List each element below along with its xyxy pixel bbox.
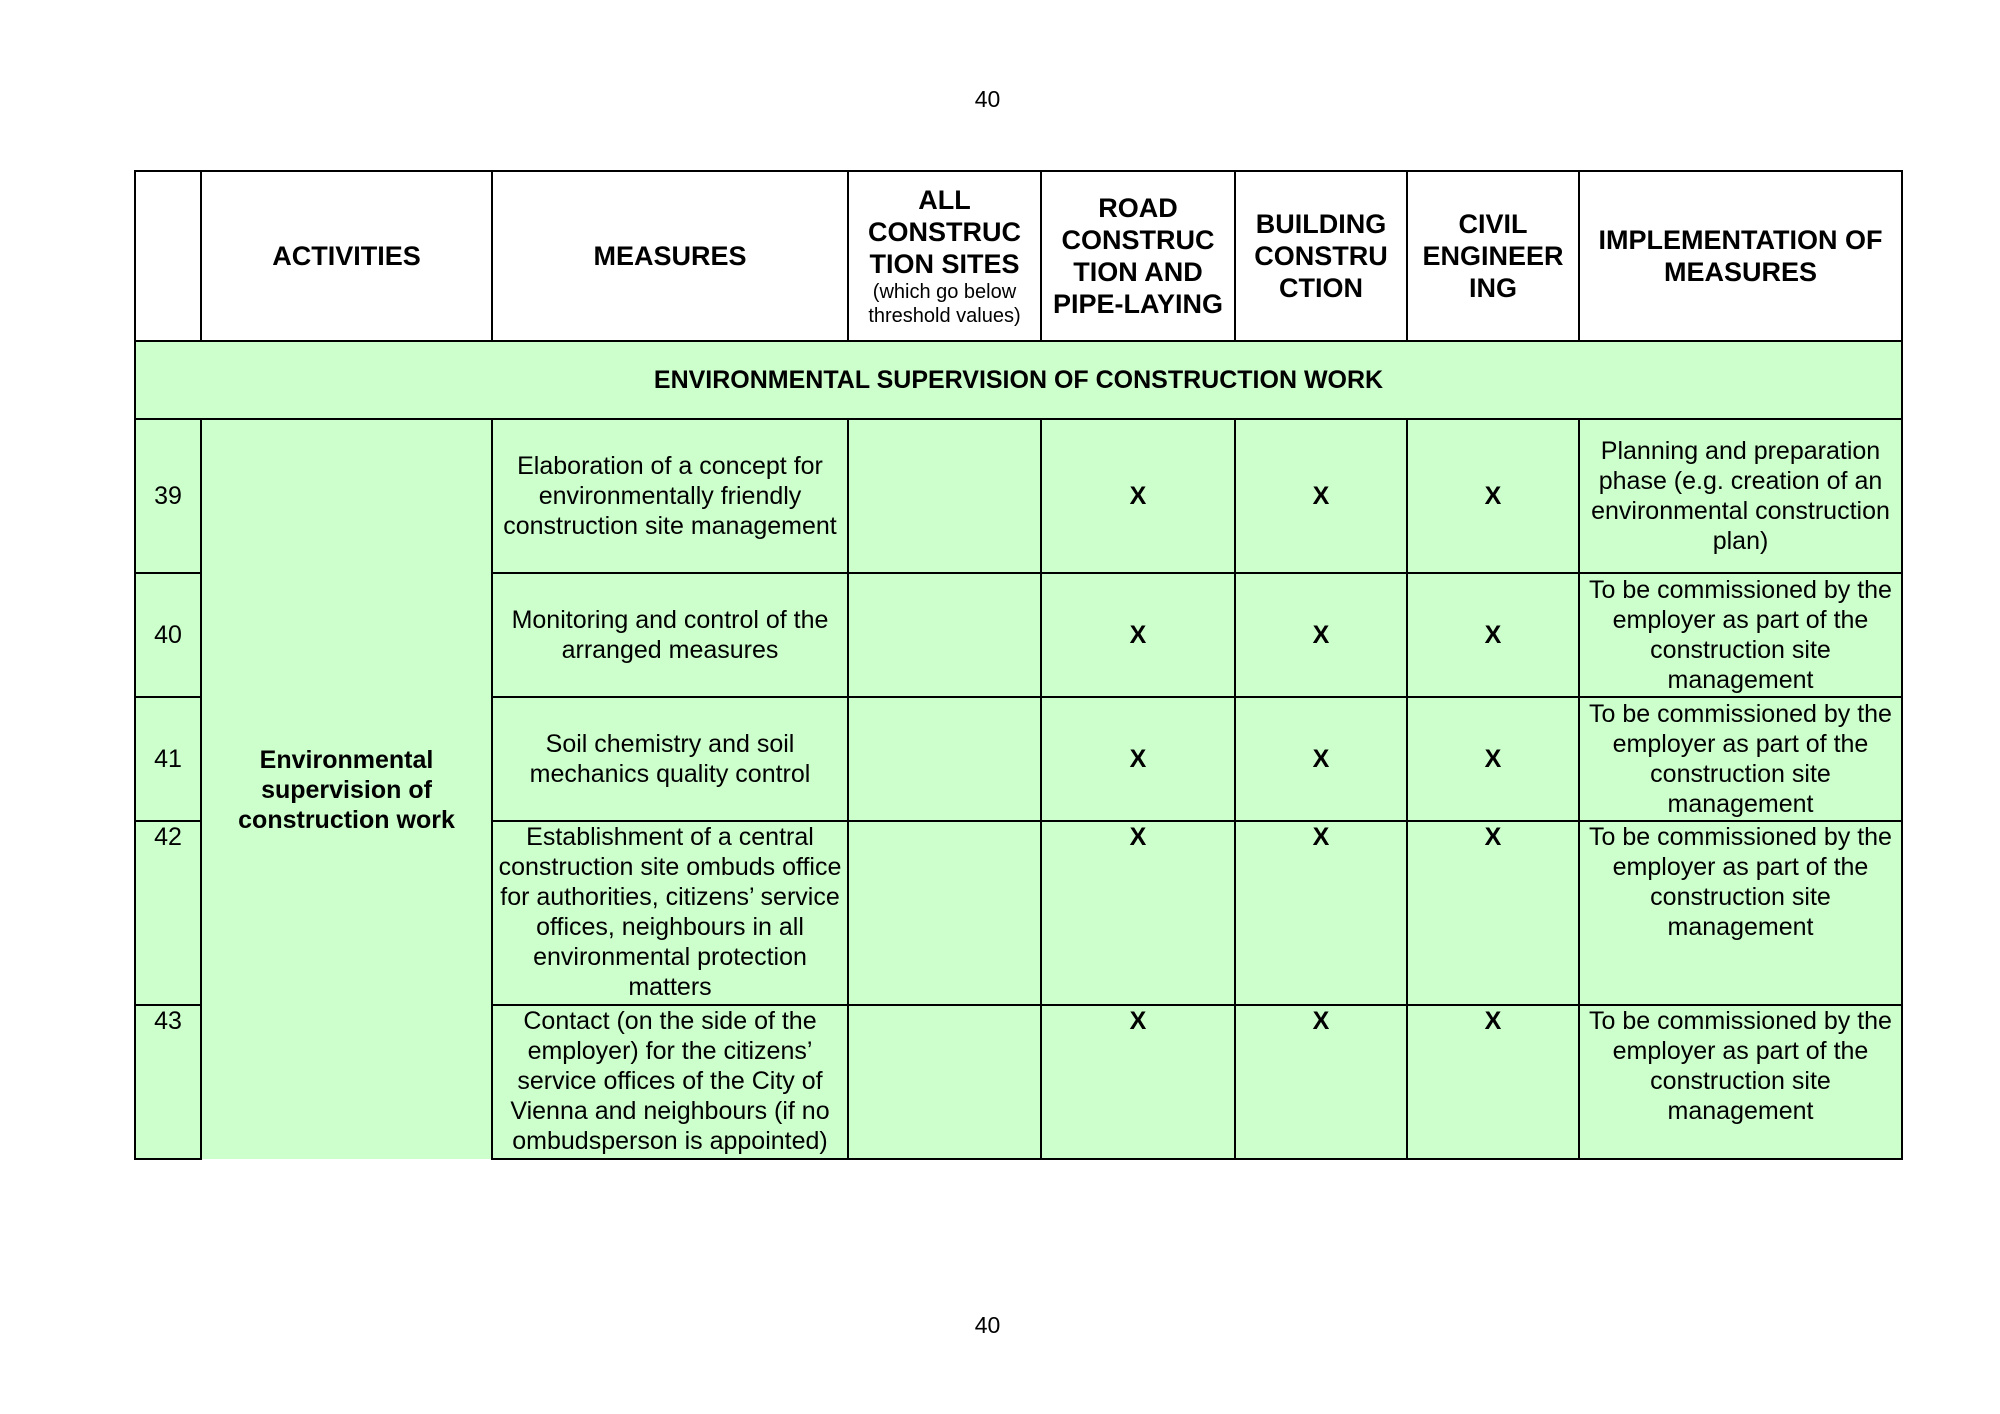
row-number: 41 [135, 697, 201, 821]
header-activities: ACTIVITIES [201, 171, 492, 341]
header-road: ROAD CONSTRUC TION AND PIPE-LAYING [1041, 171, 1235, 341]
all-sites-mark [848, 821, 1041, 1005]
header-building: BUILDING CONSTRU CTION [1235, 171, 1407, 341]
implementation-cell: To be commissioned by the employer as part of the construction site management [1579, 697, 1902, 821]
header-measures: MEASURES [492, 171, 848, 341]
road-mark: X [1041, 419, 1235, 573]
measure-cell: Contact (on the side of the employer) for the citizens’ service offices of the City of Vienna and neighbours (if no ombudsperson is appointed) [492, 1005, 848, 1159]
page-number-top: 40 [974, 86, 1001, 112]
civil-mark: X [1407, 821, 1579, 1005]
row-number: 43 [135, 1005, 201, 1159]
road-mark: X [1041, 697, 1235, 821]
measure-cell: Establishment of a central construction site ombuds office for authorities, citizens’ service offices, neighbours in all environmental protection matters [492, 821, 848, 1005]
road-mark: X [1041, 573, 1235, 697]
implementation-cell: To be commissioned by the employer as part of the construction site management [1579, 1005, 1902, 1159]
section-title: ENVIRONMENTAL SUPERVISION OF CONSTRUCTION WORK [135, 341, 1902, 419]
building-mark: X [1235, 573, 1407, 697]
header-civil: CIVIL ENGINEER ING [1407, 171, 1579, 341]
building-mark: X [1235, 697, 1407, 821]
header-implementation: IMPLEMENTATION OF MEASURES [1579, 171, 1902, 341]
building-mark: X [1235, 1005, 1407, 1159]
implementation-cell: To be commissioned by the employer as part of the construction site management [1579, 573, 1902, 697]
measure-cell: Elaboration of a concept for environmentally friendly construction site management [492, 419, 848, 573]
measure-cell: Monitoring and control of the arranged measures [492, 573, 848, 697]
header-all-sites [848, 171, 1041, 341]
activity-label: Environmental supervision of construction work [238, 745, 455, 834]
row-number: 40 [135, 573, 201, 697]
implementation-cell: Planning and preparation phase (e.g. creation of an environmental construction plan) [1579, 419, 1902, 573]
header-all-sites-note: (which go below threshold values) [868, 281, 1021, 327]
row-number: 42 [135, 821, 201, 1005]
header-all-sites-label: ALL CONSTRUC TION SITES [868, 185, 1021, 279]
building-mark: X [1235, 419, 1407, 573]
road-mark: X [1041, 821, 1235, 1005]
header-num [135, 171, 201, 341]
civil-mark: X [1407, 697, 1579, 821]
civil-mark: X [1407, 419, 1579, 573]
table-row [135, 419, 1902, 573]
implementation-cell: To be commissioned by the employer as part of the construction site management [1579, 821, 1902, 1005]
all-sites-mark [848, 419, 1041, 573]
measure-cell: Soil chemistry and soil mechanics quality control [492, 697, 848, 821]
page-number-bottom: 40 [974, 1312, 1001, 1338]
activity-cell [201, 419, 492, 1159]
measures-table [134, 170, 1903, 1160]
all-sites-mark [848, 573, 1041, 697]
civil-mark: X [1407, 1005, 1579, 1159]
road-mark: X [1041, 1005, 1235, 1159]
civil-mark: X [1407, 573, 1579, 697]
row-number: 39 [135, 419, 201, 573]
all-sites-mark [848, 1005, 1041, 1159]
all-sites-mark [848, 697, 1041, 821]
header-row [135, 171, 1902, 341]
section-band [135, 341, 1902, 419]
building-mark: X [1235, 821, 1407, 1005]
